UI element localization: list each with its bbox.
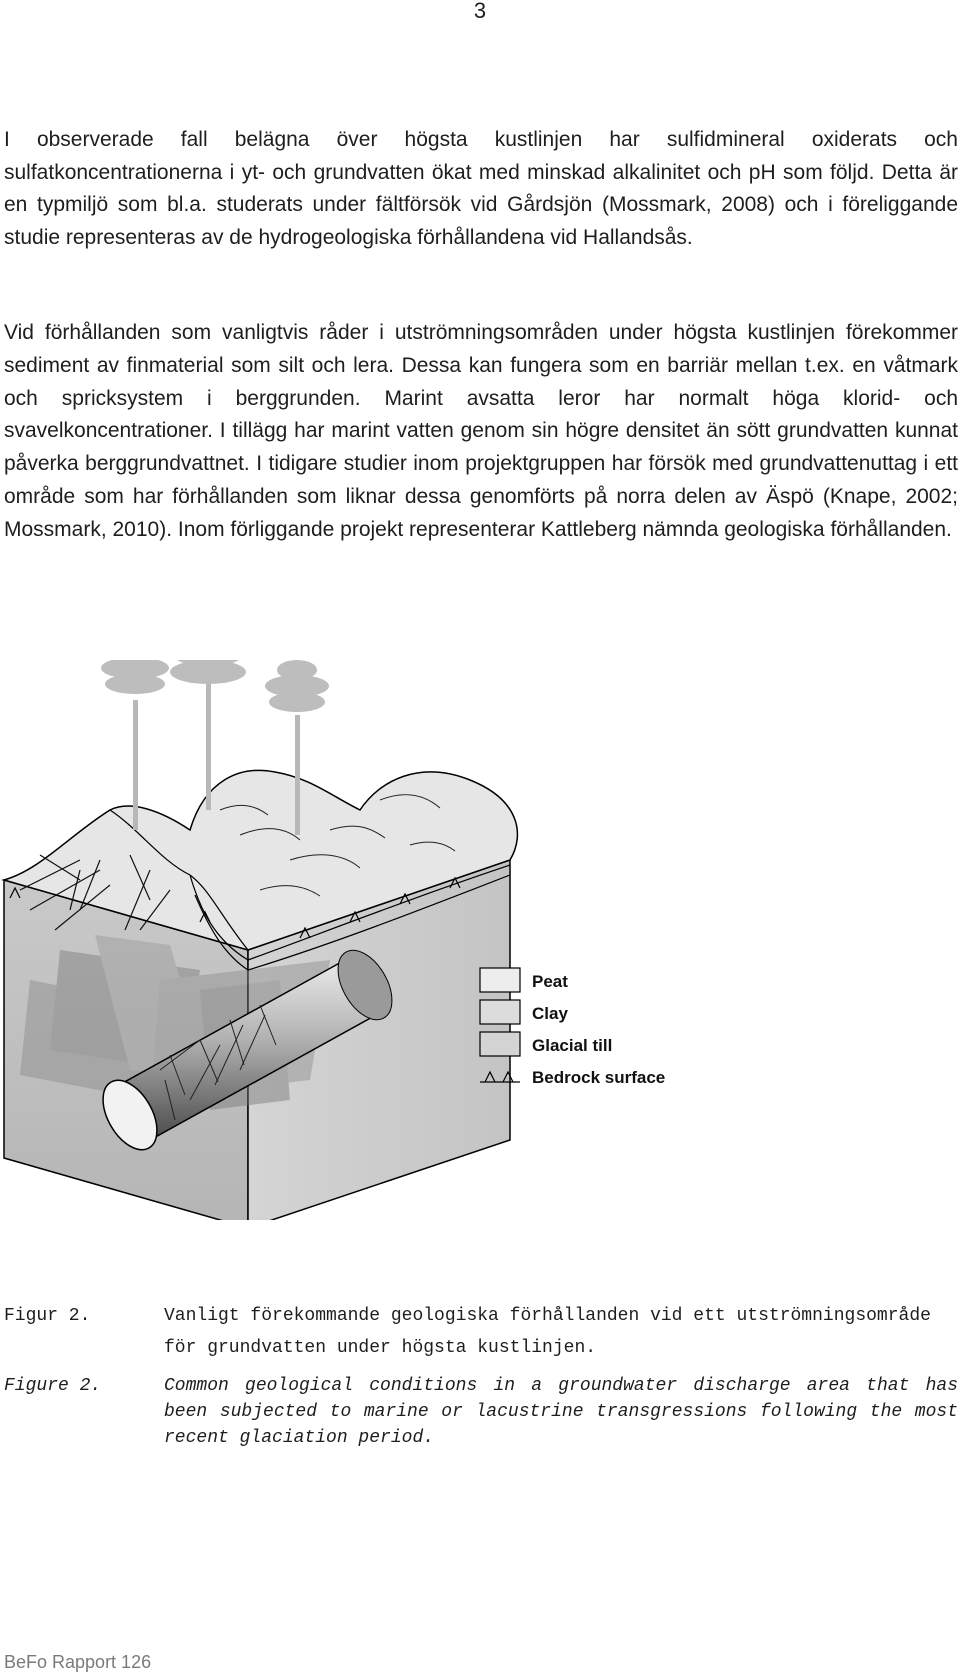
page-number: 3 [473, 0, 487, 23]
legend-swatch-clay [480, 1000, 520, 1024]
paragraph-1: I observerade fall belägna över högsta kustlinjen har sulfidmineral oxiderats och sulfatkoncentrationerna i yt- och grundvatten ökat med minskad alkalinitet och pH som följd. Detta är en typmiljö som bl.a. studerats under fältförsök vid Gårdsjön (Mossmark, 2008) och i föreliggande studie representeras av de hydrogeologiska förhållandena vid Hallandsås. [4, 128, 958, 249]
legend-label-peat: Peat [532, 972, 568, 991]
caption-text-en: Common geological conditions in a groundwater discharge area that has been subjected to marine or lacustrine transgressions following the most recent glaciation period. [164, 1376, 958, 1448]
legend-swatch-peat [480, 968, 520, 992]
geology-block-diagram [0, 660, 960, 1220]
legend-label-clay: Clay [532, 1004, 568, 1023]
geology-figure [0, 660, 960, 1220]
paragraph-2: Vid förhållanden som vanligtvis råder i utströmningsområden under högsta kustlinjen förekommer sediment av finmaterial som silt och lera. Dessa kan fungera som en barriär mellan t.ex. en våtmark och spricksystem i berggrunden. Marint avsatta leror har normalt höga klorid- och svavelkoncentrationer. I tillägg har marint vatten genom sin högre densitet än sött grundvatten kunnat påverka berggrundvattnet. I tidigare studier inom projektgruppen har försök med grundvattenuttag i ett område som har förhållanden som liknar dessa genomförts på norra delen av Äspö (Knape, 2002; Mossmark, 2010). Inom förliggande projekt representerar Kattleberg nämnda geologiska förhållanden. [4, 321, 958, 541]
caption-text-sv: Vanligt förekommande geologiska förhållanden vid ett utströmningsområde för grundvatten under högsta kustlinjen. [164, 1306, 931, 1358]
caption-label-sv: Figur 2. [4, 1306, 91, 1326]
tree-1 [101, 660, 169, 830]
legend-label-glacial-till: Glacial till [532, 1036, 613, 1055]
report-footer: BeFo Rapport 126 [4, 1652, 152, 1672]
caption-label-en: Figure 2. [4, 1376, 102, 1396]
legend-swatch-glacial-till [480, 1032, 520, 1056]
legend-label-bedrock-surface: Bedrock surface [532, 1068, 666, 1087]
